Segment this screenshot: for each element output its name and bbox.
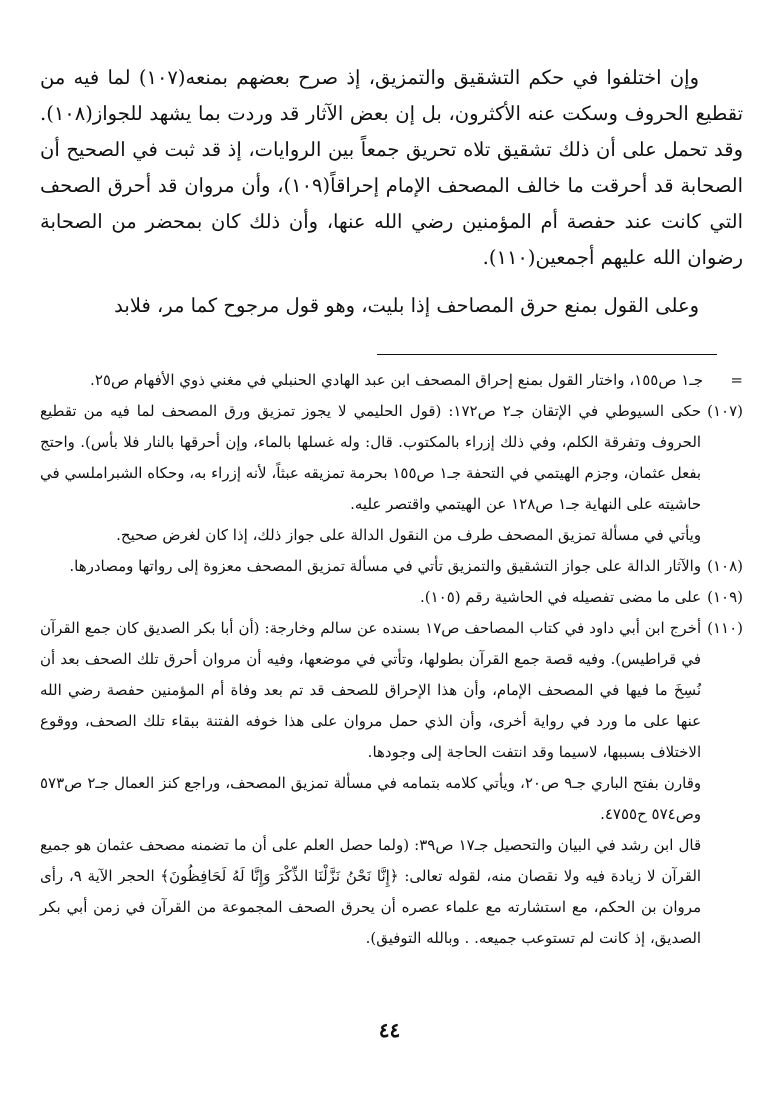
footnote-text: وقارن بفتح الباري جـ٩ ص٢٠، ويأتي كلامه بتمامه في مسألة تمزيق المصحف، وراجع كنز العمال جـ٢ ص٥٧٣ وص٥٧٤ ح٤٧٥٥.: [40, 774, 702, 823]
footnote-number: (١١٠): [707, 619, 743, 637]
footnote-text: جـ١ ص١٥٥، واختار القول بمنع إحراق المصحف ابن عبد الهادي الحنبلي في مغني ذوي الأفهام ص٢٥.: [90, 371, 703, 389]
footnote-text: حكى السيوطي في الإتقان جـ٢ ص١٧٢: (قول الحليمي لا يجوز تمزيق ورق المصحف لما فيه من تقطيع الحروف وتفرقة الكلم، وفي ذلك إزراء بالمكتوب. قال: وله غسلها بالماء، وإن أحرقها بالنار فلا بأس). واحتج بفعل عثمان، وجزم الهيتمي في التحفة جـ١ ص١٥٥ بحرمة تمزيقه عبثاً، لأنه إزراء به، وحكاه الشبراملسي في حاشيته على النهاية جـ١ ص١٢٨ عن الهيتمي واقتصر عليه.: [40, 402, 702, 513]
footnote-108: [40, 551, 743, 582]
footnote-separator: [377, 354, 717, 355]
footnote-109: [40, 582, 743, 613]
main-paragraph-2: وعلى القول بمنع حرق المصاحف إذا بليت، وهو قول مرجوح كما مر، فلابد: [114, 294, 699, 317]
footnote-text: والآثار الدالة على جواز التشقيق والتمزيق تأتي في مسألة تمزيق المصحف معزوة إلى رواتها ومصادرها.: [69, 557, 702, 575]
footnote-number: (١٠٨): [707, 557, 743, 575]
footnote-text: أخرج ابن أبي داود في كتاب المصاحف ص١٧ بسنده عن سالم وخارجة: (أن أبا بكر الصديق كان جمع القرآن في قراطيس). وفيه قصة جمع القرآن بطولها، وتأتي في موضعها، وفيه أن مروان أحرق تلك الصحف بعد أن نُسِخَ ما فيها في المصحف الإمام، وأن هذا الإحراق للصحف قد تم بعد وفاة أم المؤمنين حفصة رضي الله عنها على ما ورد في رواية أخرى، وأن الذي حمل مروان على هذا خوفه الفتنة ببقاء تلك الصحف، ووقوع الاختلاف بسببها، لاسيما وقد انتفت الحاجة إلى وجودها.: [40, 619, 702, 761]
footnote-text: ويأتي في مسألة تمزيق المصحف طرف من النقول الدالة على جواز ذلك، إذا كان لغرض صحيح.: [116, 526, 702, 544]
footnote-text: على ما مضى تفصيله في الحاشية رقم (١٠٥).: [420, 588, 702, 606]
footnote-continued: [40, 365, 743, 396]
footnote-number: (١٠٧): [707, 402, 743, 420]
footnote-number: (١٠٩): [707, 588, 743, 606]
footnotes: [40, 365, 743, 954]
footnote-107: [40, 396, 743, 551]
footnote-text: قال ابن رشد في البيان والتحصيل جـ١٧ ص٣٩: (ولما حصل العلم على أن ما تضمنه مصحف عثمان هو جميع القرآن لا زيادة فيه ولا نقصان منه، لقوله تعالى: ﴿إِنَّا نَحْنُ نَزَّلْنَا الذِّكْرَ وَإِنَّا لَهُ لَحَافِظُونَ﴾ الحجر الآية ٩، رأى مروان بن الحكم، مع استشارته مع علماء عصره أن يحرق الصحف المجموعة من القرآن في زمن أبي بكر الصديق، إذ كانت لم تستوعب جميعه. . وبالله التوفيق).: [40, 836, 702, 947]
footnote-marker: =: [730, 371, 743, 389]
page-number: ٤٤: [378, 1018, 401, 1042]
main-text: [40, 60, 743, 324]
footnote-110: [40, 613, 743, 954]
main-paragraph-1: وإن اختلفوا في حكم التشقيق والتمزيق، إذ صرح بعضهم بمنعه(١٠٧) لما فيه من تقطيع الحروف وسكت عنه الأكثرون، بل إن بعض الآثار قد وردت بما يشهد للجواز(١٠٨). وقد تحمل على أن ذلك تشقيق تلاه تحريق جمعاً بين الروايات، إذ قد ثبت في الصحيح أن الصحابة قد أحرقت ما خالف المصحف الإمام إحراقاً(١٠٩)، وأن مروان قد أحرق الصحف التي كانت عند حفصة أم المؤمنين رضي الله عنها، وأن ذلك كان بمحضر من الصحابة رضوان الله عليهم أجمعين(١١٠).: [40, 66, 743, 269]
